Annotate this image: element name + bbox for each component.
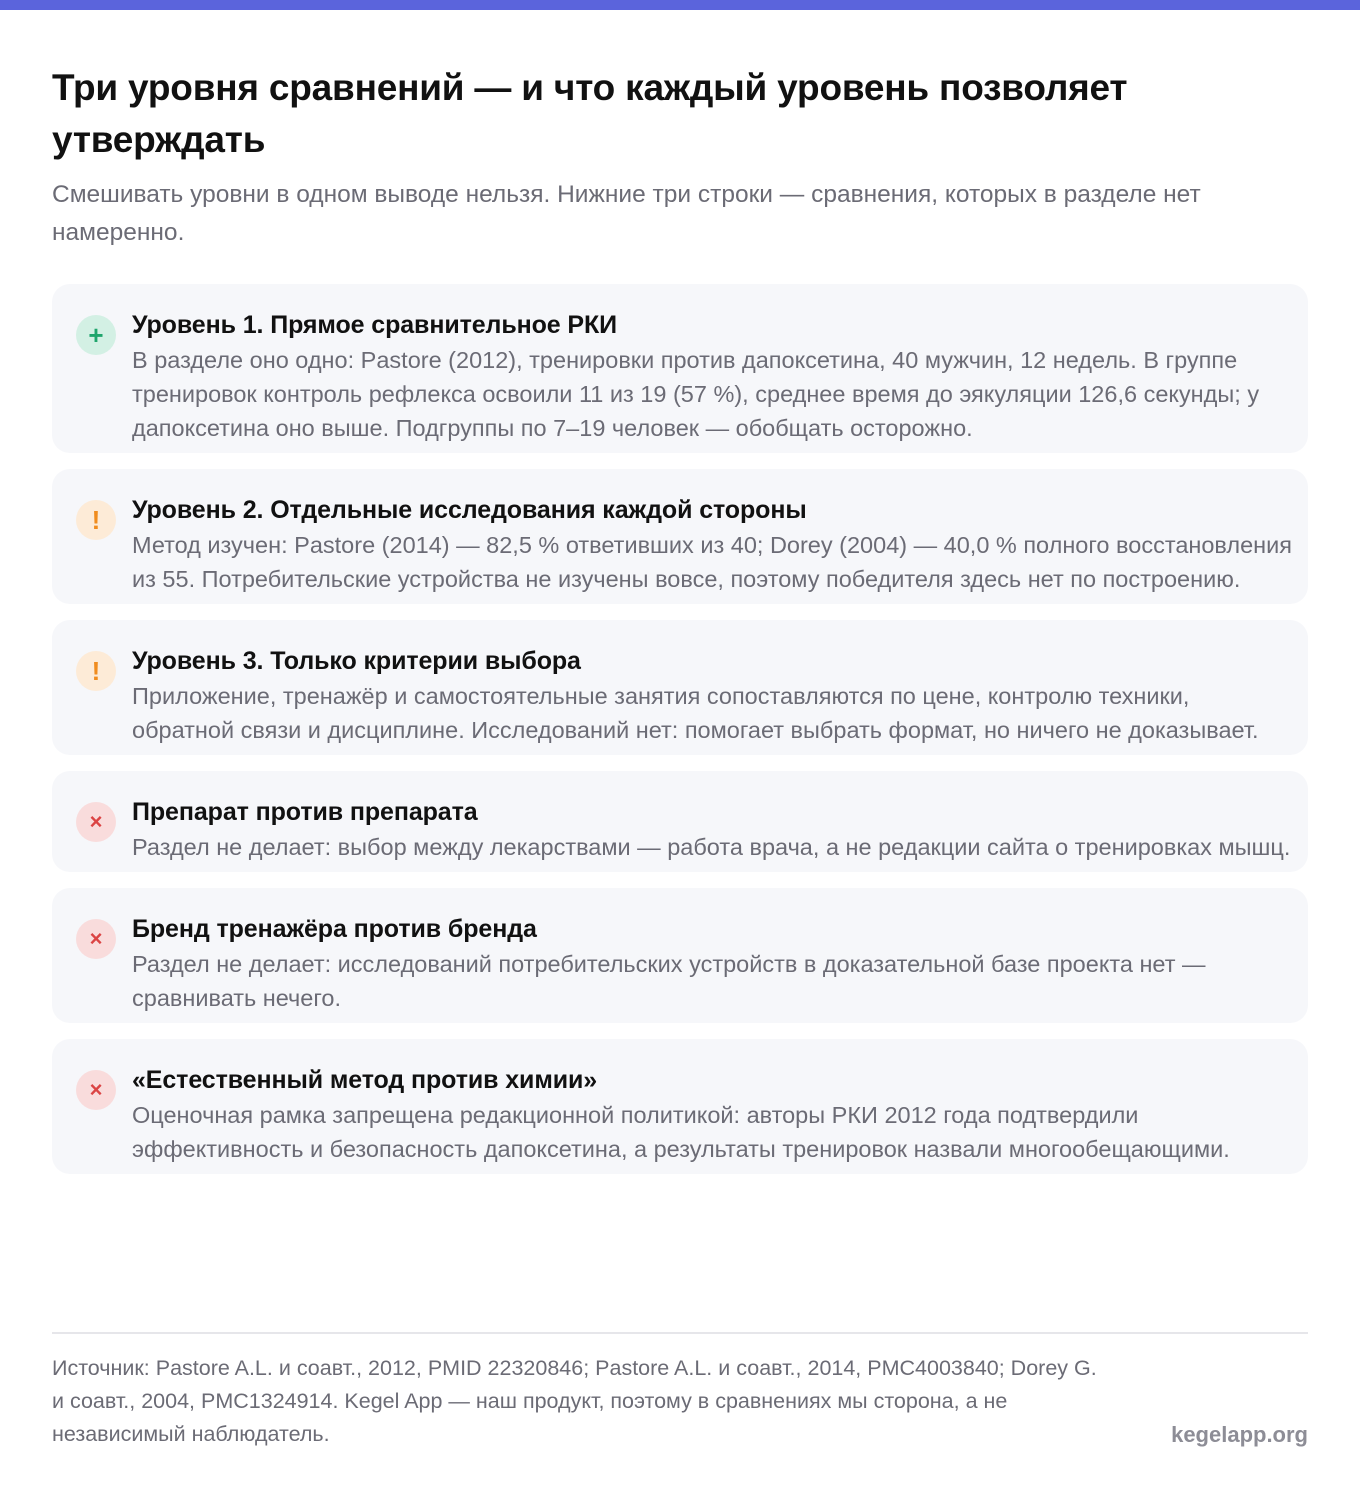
excluded-card-natural-vs-chemistry [52,1039,1308,1174]
page-title: Три уровня сравнений — и что каждый уровень позволяет утверждать [52,67,1128,160]
page-content [52,62,1308,1162]
level-card-title: Уровень 2. Отдельные исследования каждой стороны [132,496,807,524]
cross-icon: × [76,919,116,959]
level-card-3 [52,620,1308,755]
level-card-title: Уровень 3. Только критерии выбора [132,647,581,675]
excluded-card-title: «Естественный метод против химии» [132,1066,598,1094]
plus-icon: + [76,315,116,355]
cross-icon: × [76,1070,116,1110]
page-subtitle: Смешивать уровни в одном выводе нельзя. Нижние три строки — сравнения, которых в разделе нет намеренно. [52,181,1201,246]
top-accent-bar [0,0,1360,10]
excluded-card-body: Оценочная рамка запрещена редакционной политикой: авторы РКИ 2012 года подтвердили эффективность и безопасность дапоксетина, а результаты тренировок назвали многообещающими. [132,1102,1230,1162]
level-card-2 [52,469,1308,604]
level-card-1 [52,284,1308,453]
excluded-card-title: Бренд тренажёра против бренда [132,915,537,943]
level-card-body: В разделе оно одно: Pastore (2012), тренировки против дапоксетина, 40 мужчин, 12 недель. В группе тренировок контроль рефлекса освоили 11 из 19 (57 %), среднее время до эякуляции 126,6 секунды; у дапоксетина оно выше. Подгруппы по 7–19 человек — обобщать осторожно. [132,347,1260,441]
site-link[interactable]: kegelapp.org [1171,1422,1308,1447]
warning-icon: ! [76,500,116,540]
excluded-card-drug-vs-drug [52,771,1308,872]
excluded-card-body: Раздел не делает: выбор между лекарствами — работа врача, а не редакции сайта о тренировках мышц. [132,834,1291,860]
cross-icon: × [76,802,116,842]
level-card-title: Уровень 1. Прямое сравнительное РКИ [132,311,618,339]
warning-icon: ! [76,651,116,691]
level-card-body: Приложение, тренажёр и самостоятельные занятия сопоставляются по цене, контролю техники, обратной связи и дисциплине. Исследований нет: помогает выбрать формат, но ничего не доказывает. [132,683,1259,743]
footer [52,1332,1308,1447]
excluded-card-brand-vs-brand [52,888,1308,1023]
excluded-card-body: Раздел не делает: исследований потребительских устройств в доказательной базе проекта нет — сравнивать нечего. [132,951,1206,1011]
level-card-body: Метод изучен: Pastore (2014) — 82,5 % ответивших из 40; Dorey (2004) — 40,0 % полного восстановления из 55. Потребительские устройства не изучены вовсе, поэтому победителя здесь нет по построению. [132,532,1292,592]
comparison-levels-list [52,284,1308,1190]
source-note: Источник: Pastore A.L. и соавт., 2012, PMID 22320846; Pastore A.L. и соавт., 2014, PMC4003840; Dorey G. и соавт., 2004, PMC1324914. Kegel App — наш продукт, поэтому в сравнениях мы сторона, а не независимый наблюдатель. [52,1356,1097,1446]
excluded-card-title: Препарат против препарата [132,798,478,826]
